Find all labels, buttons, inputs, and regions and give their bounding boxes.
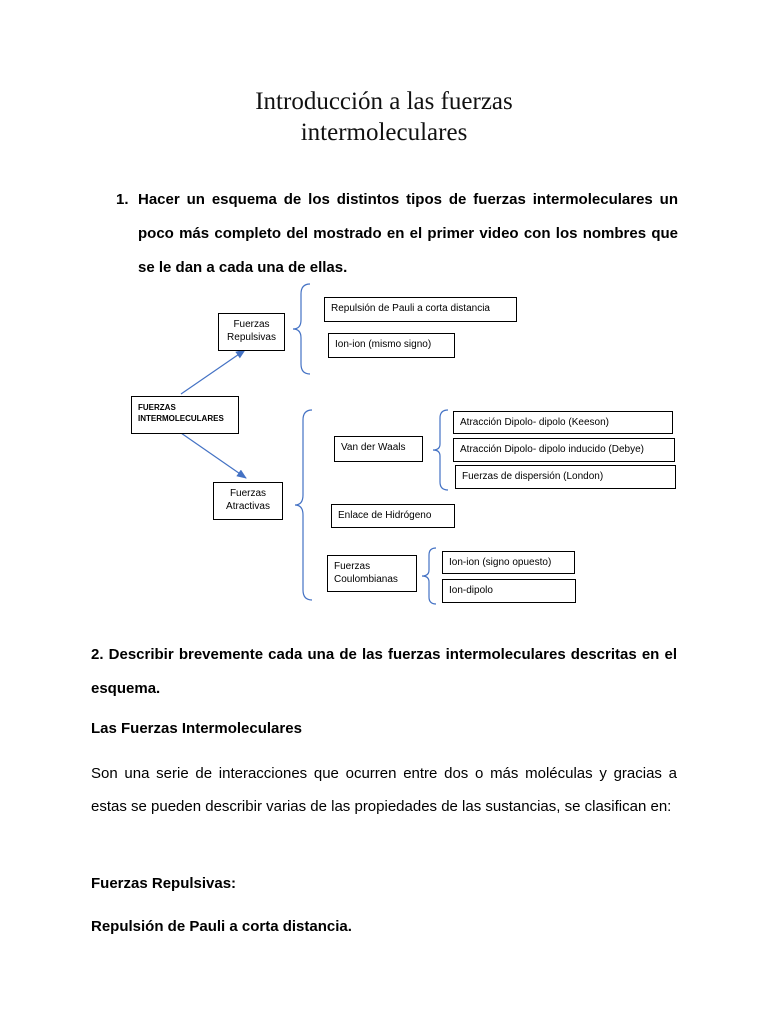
box-fuerzas-coulombianas: Fuerzas Coulombianas: [327, 555, 417, 592]
arrow-to-atractivas: [181, 433, 246, 478]
box-ion-ion-signo-opuesto: Ion-ion (signo opuesto): [442, 551, 575, 574]
box-london: Fuerzas de dispersión (London): [455, 465, 676, 489]
box-keeson: Atracción Dipolo- dipolo (Keeson): [453, 411, 673, 434]
page-title: [0, 86, 768, 148]
brace-van-der-waals: [433, 410, 448, 490]
question-1-text: Hacer un esquema de los distintos tipos de fuerzas intermoleculares un poco más completo del mostrado en el primer video con los nombres que se le dan a cada una de ellas.: [138, 191, 678, 276]
question-2: 2. Describir brevemente cada una de las fuerzas intermoleculares descritas en el esquema.: [91, 646, 677, 697]
title-line-2: intermoleculares: [300, 119, 468, 146]
subheading-repulsion-pauli: Repulsión de Pauli a corta distancia.: [91, 918, 352, 935]
question-1-number: 1.: [116, 191, 129, 208]
box-van-der-waals: Van der Waals: [334, 436, 423, 462]
subheading-fuerzas-repulsivas: Fuerzas Repulsivas:: [91, 875, 237, 892]
box-ion-dipolo: Ion-dipolo: [442, 579, 576, 603]
question-1: [116, 183, 678, 285]
box-repulsion-pauli: Repulsión de Pauli a corta distancia: [324, 297, 517, 322]
box-fuerzas-repulsivas: Fuerzas Repulsivas: [218, 313, 285, 351]
brace-coulombianas: [422, 548, 436, 604]
arrow-to-repulsivas: [181, 350, 245, 394]
section-heading: Las Fuerzas Intermoleculares: [91, 720, 302, 737]
box-enlace-hidrogeno: Enlace de Hidrógeno: [331, 504, 455, 528]
brace-repulsivas: [293, 284, 310, 374]
box-ion-ion-mismo-signo: Ion-ion (mismo signo): [328, 333, 455, 358]
box-debye: Atracción Dipolo- dipolo inducido (Debye): [453, 438, 675, 462]
section-paragraph: Son una serie de interacciones que ocurren entre dos o más moléculas y gracias a estas se pueden describir varias de las propiedades de las sustancias, se clasifican en:: [91, 765, 677, 815]
box-fuerzas-intermoleculares: FUERZAS INTERMOLECULARES: [131, 396, 239, 434]
box-fuerzas-atractivas: Fuerzas Atractivas: [213, 482, 283, 520]
brace-atractivas: [295, 410, 312, 600]
title-line-1: Introducción a las fuerzas: [255, 88, 513, 115]
